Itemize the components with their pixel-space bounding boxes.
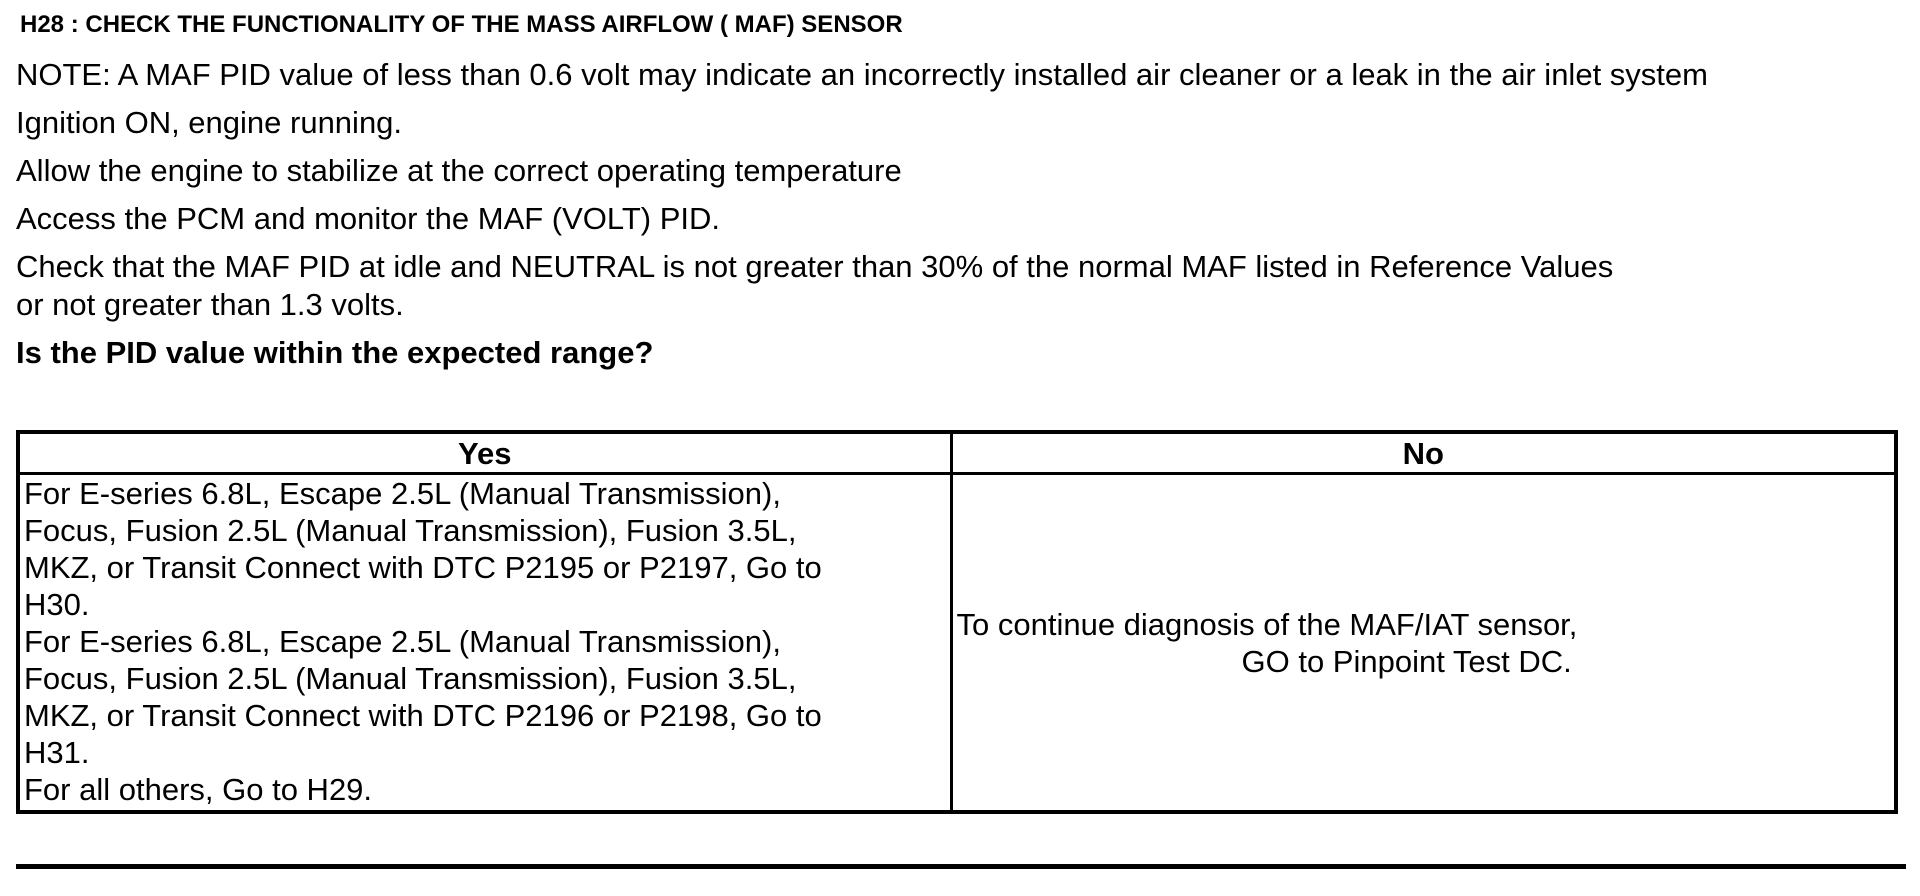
decision-table — [16, 430, 1898, 814]
check-step-line-1: Check that the MAF PID at idle and NEUTRAL is not greater than 30% of the normal MAF listed in Reference Values — [16, 249, 1614, 284]
yes-line: Focus, Fusion 2.5L (Manual Transmission), Fusion 3.5L, — [24, 661, 797, 696]
page-title: H28 : CHECK THE FUNCTIONALITY OF THE MASS AIRFLOW ( MAF) SENSOR — [20, 11, 903, 38]
check-step-line-2: or not greater than 1.3 volts. — [16, 287, 404, 322]
table-header-row — [18, 432, 1896, 474]
no-line: GO to Pinpoint Test DC. — [1241, 643, 1572, 679]
yes-line: Focus, Fusion 2.5L (Manual Transmission), Fusion 3.5L, — [24, 513, 797, 548]
note-text: NOTE: A MAF PID value of less than 0.6 volt may indicate an incorrectly installed air cleaner or a leak in the air inlet system — [16, 57, 1708, 92]
yes-line: H31. — [24, 735, 90, 770]
no-result-cell — [951, 474, 1896, 813]
access-pcm-step: Access the PCM and monitor the MAF (VOLT) PID. — [16, 201, 721, 236]
yes-column-header: Yes — [18, 432, 951, 474]
yes-result-cell — [18, 474, 951, 813]
stabilize-step: Allow the engine to stabilize at the correct operating temperature — [16, 153, 902, 188]
no-column-header: No — [951, 432, 1896, 474]
table-row — [18, 474, 1896, 813]
yes-line: For all others, Go to H29. — [24, 772, 373, 807]
ignition-step: Ignition ON, engine running. — [16, 105, 403, 140]
yes-line: For E-series 6.8L, Escape 2.5L (Manual Transmission), — [24, 624, 781, 659]
bottom-divider — [16, 864, 1906, 869]
yes-line: MKZ, or Transit Connect with DTC P2196 or P2198, Go to — [24, 698, 822, 733]
test-question: Is the PID value within the expected range? — [16, 335, 654, 370]
yes-line: For E-series 6.8L, Escape 2.5L (Manual Transmission), — [24, 476, 781, 511]
no-line: To continue diagnosis of the MAF/IAT sensor, — [956, 606, 1578, 642]
yes-line: MKZ, or Transit Connect with DTC P2195 or P2197, Go to — [24, 550, 822, 585]
yes-line: H30. — [24, 587, 90, 622]
